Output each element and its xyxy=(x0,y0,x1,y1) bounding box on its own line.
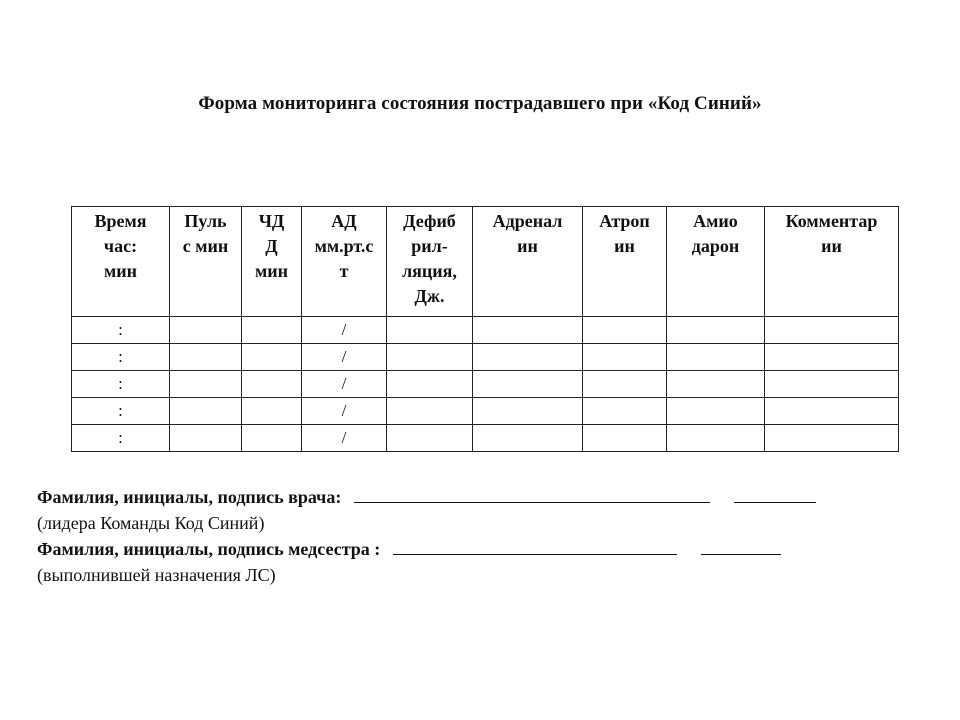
cell-amiodarone[interactable] xyxy=(667,317,765,344)
nurse-signature-label: Фамилия, инициалы, подпись медсестра : xyxy=(37,539,381,559)
cell-time[interactable]: : xyxy=(72,425,170,452)
header-time: Время час: мин xyxy=(72,207,170,317)
cell-atropine[interactable] xyxy=(583,398,667,425)
cell-comments[interactable] xyxy=(765,425,899,452)
cell-comments[interactable] xyxy=(765,344,899,371)
cell-respiration-rate[interactable] xyxy=(242,344,302,371)
header-atropine: Атроп ин xyxy=(583,207,667,317)
cell-time[interactable]: : xyxy=(72,344,170,371)
cell-blood-pressure[interactable]: / xyxy=(302,371,387,398)
cell-respiration-rate[interactable] xyxy=(242,317,302,344)
cell-atropine[interactable] xyxy=(583,344,667,371)
signature-block xyxy=(37,484,937,588)
cell-adrenaline[interactable] xyxy=(473,398,583,425)
cell-adrenaline[interactable] xyxy=(473,371,583,398)
table-row xyxy=(72,425,899,452)
cell-comments[interactable] xyxy=(765,398,899,425)
monitoring-table xyxy=(71,206,899,452)
cell-defibrillation[interactable] xyxy=(387,317,473,344)
cell-comments[interactable] xyxy=(765,371,899,398)
header-amiodarone: Амио дарон xyxy=(667,207,765,317)
cell-blood-pressure[interactable]: / xyxy=(302,344,387,371)
table-row xyxy=(72,317,899,344)
header-defibrillation: Дефиб рил- ляция, Дж. xyxy=(387,207,473,317)
cell-blood-pressure[interactable]: / xyxy=(302,425,387,452)
doctor-signature-line xyxy=(37,484,937,510)
doctor-signature-field[interactable] xyxy=(734,484,816,503)
cell-comments[interactable] xyxy=(765,317,899,344)
cell-blood-pressure[interactable]: / xyxy=(302,317,387,344)
cell-atropine[interactable] xyxy=(583,425,667,452)
cell-adrenaline[interactable] xyxy=(473,425,583,452)
header-comments: Комментар ии xyxy=(765,207,899,317)
cell-adrenaline[interactable] xyxy=(473,317,583,344)
cell-amiodarone[interactable] xyxy=(667,371,765,398)
header-blood-pressure: АД мм.рт.с т xyxy=(302,207,387,317)
header-adrenaline: Адренал ин xyxy=(473,207,583,317)
cell-atropine[interactable] xyxy=(583,371,667,398)
table-row xyxy=(72,371,899,398)
cell-time[interactable]: : xyxy=(72,371,170,398)
cell-time[interactable]: : xyxy=(72,398,170,425)
cell-respiration-rate[interactable] xyxy=(242,371,302,398)
form-title: Форма мониторинга состояния пострадавшего при «Код Синий» xyxy=(198,93,762,114)
table-row xyxy=(72,398,899,425)
nurse-name-field[interactable] xyxy=(393,536,677,555)
doctor-signature-label: Фамилия, инициалы, подпись врача: xyxy=(37,487,342,507)
cell-respiration-rate[interactable] xyxy=(242,398,302,425)
cell-pulse[interactable] xyxy=(170,344,242,371)
cell-pulse[interactable] xyxy=(170,371,242,398)
cell-atropine[interactable] xyxy=(583,317,667,344)
header-respiration-rate: ЧД Д мин xyxy=(242,207,302,317)
cell-respiration-rate[interactable] xyxy=(242,425,302,452)
cell-defibrillation[interactable] xyxy=(387,371,473,398)
table-header-row xyxy=(72,207,899,317)
nurse-signature-field[interactable] xyxy=(701,536,781,555)
cell-defibrillation[interactable] xyxy=(387,344,473,371)
header-pulse: Пуль с мин xyxy=(170,207,242,317)
table-row xyxy=(72,344,899,371)
cell-amiodarone[interactable] xyxy=(667,344,765,371)
doctor-name-field[interactable] xyxy=(354,484,710,503)
cell-pulse[interactable] xyxy=(170,425,242,452)
cell-time[interactable]: : xyxy=(72,317,170,344)
cell-amiodarone[interactable] xyxy=(667,398,765,425)
cell-adrenaline[interactable] xyxy=(473,344,583,371)
cell-defibrillation[interactable] xyxy=(387,425,473,452)
nurse-signature-line xyxy=(37,536,937,562)
nurse-note: (выполнившей назначения ЛС) xyxy=(37,565,276,585)
cell-defibrillation[interactable] xyxy=(387,398,473,425)
cell-pulse[interactable] xyxy=(170,317,242,344)
doctor-note: (лидера Команды Код Синий) xyxy=(37,513,265,533)
cell-blood-pressure[interactable]: / xyxy=(302,398,387,425)
cell-amiodarone[interactable] xyxy=(667,425,765,452)
cell-pulse[interactable] xyxy=(170,398,242,425)
